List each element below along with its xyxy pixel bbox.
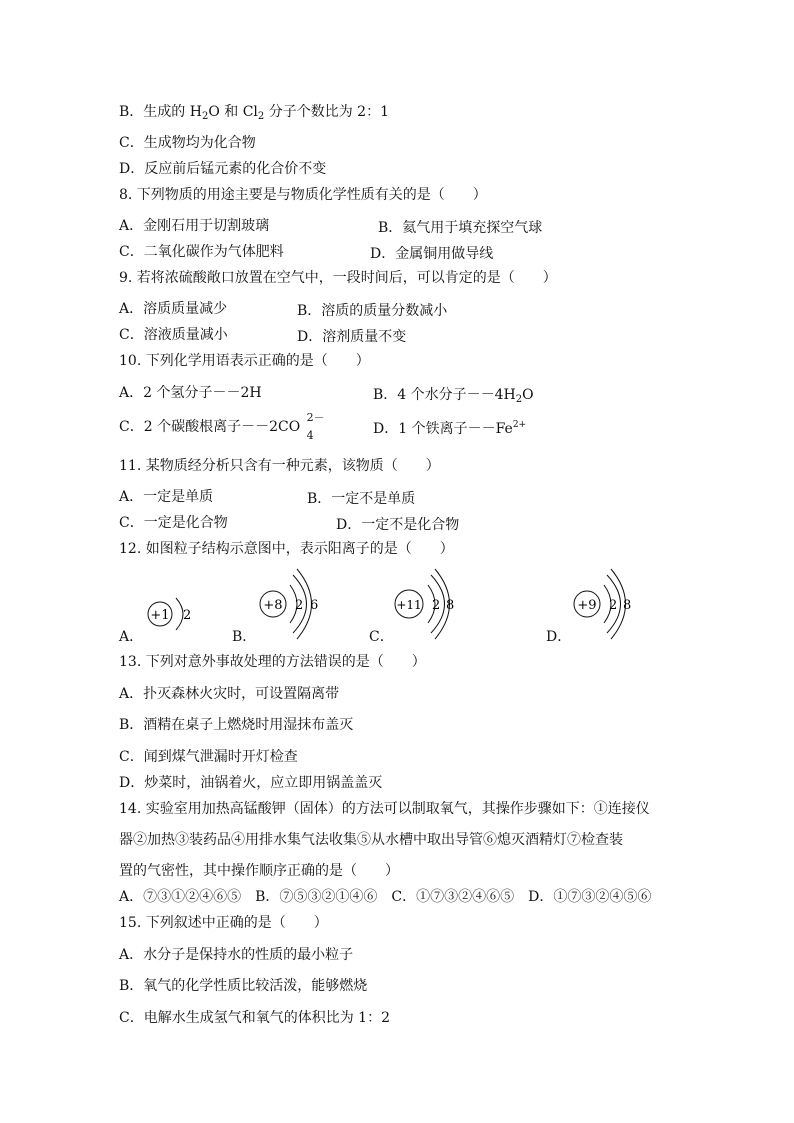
shell-label: 2 [295, 598, 304, 613]
q12-option-a: A． [119, 629, 144, 645]
atom-diagram-a [148, 598, 191, 630]
question-9: 9. 若将浓硫酸敞口放置在空气中，一段时间后，可以肯定的是（ ） [119, 270, 557, 286]
nucleus-label: +1 [150, 608, 170, 623]
q11-option-d: D．一定不是化合物 [336, 517, 460, 533]
q13-option-a: A．扑灭森林火灾时，可设置隔离带 [119, 686, 340, 702]
shell-label: 2 [432, 598, 441, 613]
q9-option-a: A．溶质质量减少 [119, 301, 228, 317]
q12-option-c: C． [369, 629, 394, 645]
q8-option-a: A．金刚石用于切割玻璃 [119, 218, 270, 234]
q11-option-b: B．一定不是单质 [307, 491, 416, 507]
q13-option-c: C．闻到煤气泄漏时开灯检查 [119, 749, 298, 765]
question-11: 11. 某物质经分析只含有一种元素，该物质（ ） [119, 458, 440, 474]
question-13: 13. 下列对意外事故处理的方法错误的是（ ） [119, 654, 426, 670]
q12-option-b: B． [232, 629, 257, 645]
q15-option-a: A．水分子是保持水的性质的最小粒子 [119, 947, 354, 963]
q13-option-b: B．酒精在桌子上燃烧时用湿抹布盖灭 [119, 717, 354, 733]
nucleus-label: +9 [577, 598, 597, 613]
q14-options: A．⑦③①②④⑥⑤ B．⑦⑤③②①④⑥ C．①⑦③②④⑥⑤ D．①⑦③②④⑤⑥ [119, 889, 652, 905]
option-b-line: B．生成的 $H_2O$ 和 $Cl_2$ 分子个数比为 2：1 [119, 104, 389, 122]
question-12: 12. 如图粒子结构示意图中，表示阳离子的是（ ） [119, 541, 454, 557]
q15-option-c: C．电解水生成氢气和氧气的体积比为 1：2 [119, 1010, 390, 1026]
q11-option-c: C．一定是化合物 [119, 515, 228, 531]
q8-option-d: D．金属铜用做导线 [370, 246, 494, 262]
question-14-line-2: 器②加热③装药品④用排水集气法收集⑤从水槽中取出导管⑥熄灭酒精灯⑦检查装 [119, 832, 623, 848]
atom-diagram-d [574, 569, 631, 639]
question-10: 10. 下列化学用语表示正确的是（ ） [119, 353, 370, 369]
question-15: 15. 下列叙述中正确的是（ ） [119, 915, 328, 931]
q10-option-c: C．2 个碳酸根离子－－2CO 2－ 4 [119, 411, 325, 442]
option-c-line: C．生成物均为化合物 [119, 135, 256, 151]
shell-label: 6 [310, 598, 319, 613]
atom-diagram-c [395, 569, 454, 639]
nucleus-label: +8 [263, 598, 283, 613]
question-14-line-3: 置的气密性，其中操作顺序正确的是（ ） [119, 863, 399, 879]
q10-option-d: D．1 个铁离子$--Fe^{2+}$ [373, 420, 527, 437]
nucleus-label: +11 [396, 598, 422, 612]
carbonate-charge: 2－ 4 [306, 411, 325, 442]
q15-option-b: B．氧气的化学性质比较活泼，能够燃烧 [119, 978, 368, 994]
shell-label: 8 [446, 598, 455, 613]
shell-label: 2 [609, 598, 618, 613]
q8-option-c: C．二氧化碳作为气体肥料 [119, 244, 284, 260]
shell-label: 8 [623, 598, 632, 613]
q9-option-c: C．溶液质量减小 [119, 327, 228, 343]
q9-option-d: D．溶剂质量不变 [297, 329, 407, 345]
option-d-line: D．反应前后锰元素的化合价不变 [119, 161, 327, 177]
q10-option-a: A．2 个氢分子－－2H [119, 385, 262, 401]
q13-option-d: D．炒菜时，油锅着火，应立即用锅盖盖灭 [119, 775, 383, 791]
atom-diagram-b [260, 569, 318, 639]
q12-option-d: D． [546, 629, 572, 645]
question-8: 8. 下列物质的用途主要是与物质化学性质有关的是（ ） [119, 187, 487, 203]
q11-option-a: A．一定是单质 [119, 489, 214, 505]
shell-label: 2 [183, 608, 192, 623]
q9-option-b: B．溶质的质量分数减小 [297, 303, 448, 319]
q8-option-b: B．氦气用于填充探空气球 [378, 220, 543, 236]
q10-option-b: B．4 个水分子$--4H_2O$ [373, 387, 534, 405]
question-14-line-1: 14. 实验室用加热高锰酸钾（固体）的方法可以制取氧气，其操作步骤如下：①连接仪 [119, 801, 650, 817]
